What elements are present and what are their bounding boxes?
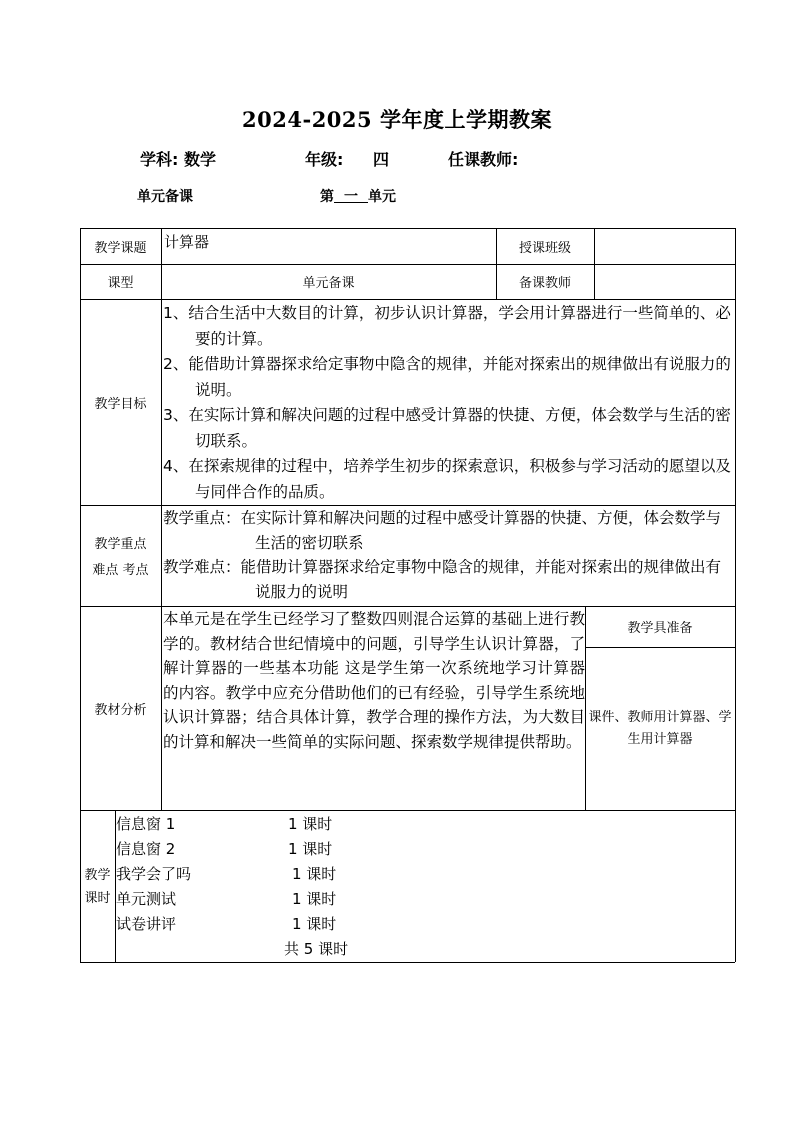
- unit-suffix: 单元: [368, 189, 396, 205]
- topic-value: 计算器: [164, 233, 210, 251]
- schedule-row: [116, 862, 735, 887]
- schedule-row: [116, 837, 735, 862]
- keypoints-label-line1: 教学重点: [94, 537, 147, 552]
- analysis-label: 教材分析: [94, 702, 147, 718]
- schedule-item-hours: 1 课时: [288, 815, 333, 833]
- tools-label: 教学具准备: [627, 621, 693, 636]
- schedule-total-row: [116, 937, 735, 962]
- schedule-item-name: 信息窗 2: [116, 840, 176, 858]
- unit-indicator: [320, 186, 396, 206]
- topic-label: 教学课题: [94, 240, 147, 256]
- subject-label: 学科: 数学: [140, 150, 216, 169]
- schedule-label: [80, 864, 115, 910]
- keypoints-label-line2: 难点 考点: [92, 563, 149, 578]
- schedule-row: [116, 812, 735, 837]
- goal-item: 3、在实际计算和解决问题的过程中感受计算器的快捷、方便，体会数学与生活的密切联系。: [163, 406, 731, 450]
- grade-label: 年级:: [305, 150, 344, 169]
- grade-value: 四: [373, 150, 390, 169]
- goal-item: 1、结合生活中大数目的计算，初步认识计算器，学会用计算器进行一些简单的、必要的计算。: [163, 304, 731, 348]
- schedule-row: [116, 887, 735, 912]
- goal-item: 4、在探索规律的过程中，培养学生初步的探索意识，积极参与学习活动的愿望以及与同伴合作的品质。: [163, 457, 731, 501]
- schedule-label-line2: 课时: [84, 891, 111, 906]
- schedule-item-name: 我学会了吗: [116, 865, 192, 883]
- class-value: [594, 228, 735, 264]
- teacher-label: 任课教师:: [448, 150, 519, 169]
- goals-list: [163, 301, 735, 505]
- unit-prefix: 第: [320, 189, 334, 205]
- class-label: 授课班级: [518, 240, 571, 256]
- keypoint-item: 教学难点：能借助计算器探求给定事物中隐含的规律，并能对探索出的规律做出有说服力的说明: [163, 558, 722, 601]
- schedule-item-name: 信息窗 1: [116, 815, 176, 833]
- type-value: 单元备课: [302, 276, 355, 291]
- prep-teacher-label: 备课教师: [518, 276, 571, 291]
- type-label: 课型: [107, 276, 134, 291]
- goal-item: 2、能借助计算器探求给定事物中隐含的规律，并能对探索出的规律做出有说服力的说明。: [163, 355, 731, 399]
- schedule-item-hours: 1 课时: [292, 865, 337, 883]
- schedule-item-hours: 1 课时: [292, 915, 337, 933]
- schedule-item-hours: 1 课时: [288, 840, 333, 858]
- keypoints-list: [163, 506, 735, 604]
- schedule-list: [116, 812, 735, 962]
- keypoint-item: 教学重点：在实际计算和解决问题的过程中感受计算器的快捷、方便，体会数学与生活的密切联系: [163, 509, 722, 552]
- keypoints-label: [80, 532, 161, 584]
- page-title: 2024-2025 学年度上学期教案: [242, 107, 552, 132]
- schedule-label-line1: 教学: [84, 868, 111, 883]
- unit-number: 一: [334, 186, 368, 203]
- analysis-text: 本单元是在学生已经学习了整数四则混合运算的基础上进行教学的。教材结合世纪情境中的问题，引导学生认识计算器，了解计算器的一些基本功能 这是学生第一次系统地学习计算器的内容。教学中应充分借助他们的已有经验，引导学生系统地认识计算器；结合具体计算，教学合理的操作方法，为大数目的计算和解决一些简单的实际问题、探索数学规律提供帮助。: [163, 610, 585, 751]
- tools-value: 课件、教师用计算器、学生用计算器: [588, 709, 732, 747]
- schedule-item-name: 单元测试: [116, 890, 177, 908]
- schedule-row: [116, 912, 735, 937]
- schedule-item-name: 试卷讲评: [116, 915, 177, 933]
- unit-prep-label: 单元备课: [137, 189, 193, 205]
- goals-label: 教学目标: [94, 396, 147, 412]
- schedule-item-hours: 1 课时: [292, 890, 337, 908]
- schedule-total: 共 5 课时: [284, 940, 349, 958]
- prep-teacher-value: [594, 264, 735, 299]
